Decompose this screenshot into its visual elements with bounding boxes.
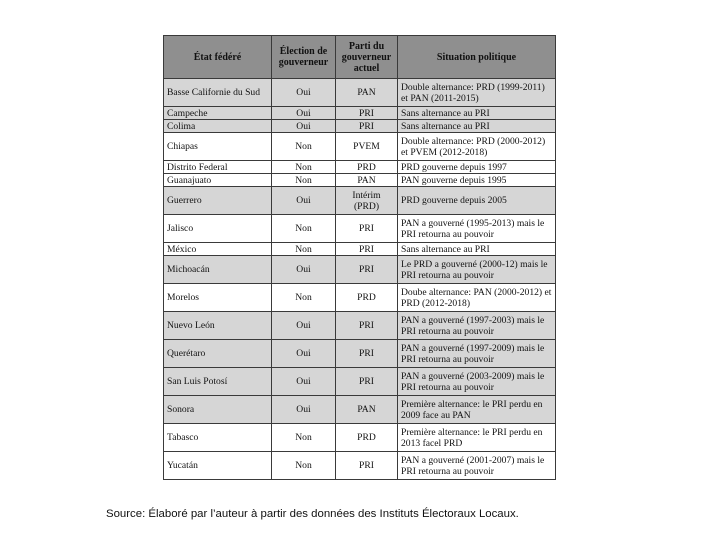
- table-row: [164, 452, 556, 480]
- cell-election: Non: [272, 161, 336, 174]
- table-row: [164, 256, 556, 284]
- header-situation: Situation politique: [398, 36, 556, 79]
- cell-situation: PRD gouverne depuis 1997: [398, 161, 556, 174]
- cell-situation: PAN a gouverné (1997-2009) mais le PRI retourna au pouvoir: [398, 340, 556, 368]
- table-row: [164, 161, 556, 174]
- cell-election: Non: [272, 243, 336, 256]
- cell-state: Campeche: [164, 107, 272, 120]
- header-parti: Parti du gouverneur actuel: [336, 36, 398, 79]
- cell-election: Non: [272, 174, 336, 187]
- cell-election: Oui: [272, 340, 336, 368]
- table-header: [164, 36, 556, 79]
- cell-party: Intérim (PRD): [336, 187, 398, 215]
- cell-party: PRI: [336, 120, 398, 133]
- cell-party: PRI: [336, 215, 398, 243]
- cell-party: PRD: [336, 284, 398, 312]
- cell-situation: Sans alternance au PRI: [398, 107, 556, 120]
- cell-election: Oui: [272, 256, 336, 284]
- cell-state: Morelos: [164, 284, 272, 312]
- cell-election: Non: [272, 424, 336, 452]
- cell-state: México: [164, 243, 272, 256]
- table-body: [164, 79, 556, 480]
- header-row: [164, 36, 556, 79]
- cell-situation: Sans alternance au PRI: [398, 120, 556, 133]
- cell-party: PRD: [336, 161, 398, 174]
- cell-situation: Première alternance: le PRI perdu en 2013 facel PRD: [398, 424, 556, 452]
- political-situation-table: [163, 35, 556, 480]
- header-election: Élection de gouverneur: [272, 36, 336, 79]
- cell-election: Non: [272, 284, 336, 312]
- table-row: [164, 215, 556, 243]
- cell-election: Non: [272, 452, 336, 480]
- cell-party: PRI: [336, 340, 398, 368]
- cell-state: Michoacán: [164, 256, 272, 284]
- cell-party: PRD: [336, 424, 398, 452]
- cell-party: PAN: [336, 396, 398, 424]
- header-etat: État fédéré: [164, 36, 272, 79]
- cell-party: PRI: [336, 243, 398, 256]
- table-row: [164, 243, 556, 256]
- cell-party: PRI: [336, 368, 398, 396]
- cell-party: PAN: [336, 79, 398, 107]
- cell-election: Oui: [272, 120, 336, 133]
- cell-election: Oui: [272, 79, 336, 107]
- table-row: [164, 340, 556, 368]
- cell-state: Tabasco: [164, 424, 272, 452]
- cell-state: Yucatán: [164, 452, 272, 480]
- cell-situation: PAN a gouverné (1997-2003) mais le PRI retourna au pouvoir: [398, 312, 556, 340]
- cell-election: Oui: [272, 107, 336, 120]
- cell-election: Oui: [272, 368, 336, 396]
- cell-situation: Le PRD a gouverné (2000-12) mais le PRI retourna au pouvoir: [398, 256, 556, 284]
- cell-situation: PAN a gouverné (2001-2007) mais le PRI retourna au pouvoir: [398, 452, 556, 480]
- cell-election: Oui: [272, 312, 336, 340]
- source-note: Source: Élaboré par l’auteur à partir des données des Instituts Électoraux Locaux.: [106, 508, 519, 520]
- cell-situation: PAN gouverne depuis 1995: [398, 174, 556, 187]
- table-row: [164, 120, 556, 133]
- cell-situation: PRD gouverne depuis 2005: [398, 187, 556, 215]
- cell-party: PRI: [336, 312, 398, 340]
- cell-state: Jalisco: [164, 215, 272, 243]
- cell-party: PVEM: [336, 133, 398, 161]
- table-row: [164, 174, 556, 187]
- cell-state: Nuevo León: [164, 312, 272, 340]
- cell-party: PRI: [336, 452, 398, 480]
- cell-election: Non: [272, 133, 336, 161]
- cell-state: Guanajuato: [164, 174, 272, 187]
- cell-state: Colima: [164, 120, 272, 133]
- cell-state: Chiapas: [164, 133, 272, 161]
- cell-situation: Doube alternance: PAN (2000-2012) et PRD (2012-2018): [398, 284, 556, 312]
- cell-state: San Luis Potosí: [164, 368, 272, 396]
- cell-state: Guerrero: [164, 187, 272, 215]
- cell-situation: Sans alternance au PRI: [398, 243, 556, 256]
- table-row: [164, 312, 556, 340]
- cell-party: PRI: [336, 107, 398, 120]
- table-row: [164, 107, 556, 120]
- table-row: [164, 424, 556, 452]
- cell-election: Non: [272, 215, 336, 243]
- cell-situation: PAN a gouverné (1995-2013) mais le PRI retourna au pouvoir: [398, 215, 556, 243]
- cell-situation: Double alternance: PRD (2000-2012) et PVEM (2012-2018): [398, 133, 556, 161]
- cell-election: Oui: [272, 187, 336, 215]
- cell-party: PAN: [336, 174, 398, 187]
- cell-party: PRI: [336, 256, 398, 284]
- cell-situation: PAN a gouverné (2003-2009) mais le PRI retourna au pouvoir: [398, 368, 556, 396]
- table-row: [164, 79, 556, 107]
- cell-state: Basse Californie du Sud: [164, 79, 272, 107]
- table-row: [164, 187, 556, 215]
- cell-situation: Double alternance: PRD (1999-2011) et PAN (2011-2015): [398, 79, 556, 107]
- cell-situation: Première alternance: le PRI perdu en 2009 face au PAN: [398, 396, 556, 424]
- cell-state: Sonora: [164, 396, 272, 424]
- cell-state: Querétaro: [164, 340, 272, 368]
- table-row: [164, 133, 556, 161]
- cell-election: Oui: [272, 396, 336, 424]
- table-row: [164, 284, 556, 312]
- table-row: [164, 368, 556, 396]
- table-row: [164, 396, 556, 424]
- cell-state: Distrito Federal: [164, 161, 272, 174]
